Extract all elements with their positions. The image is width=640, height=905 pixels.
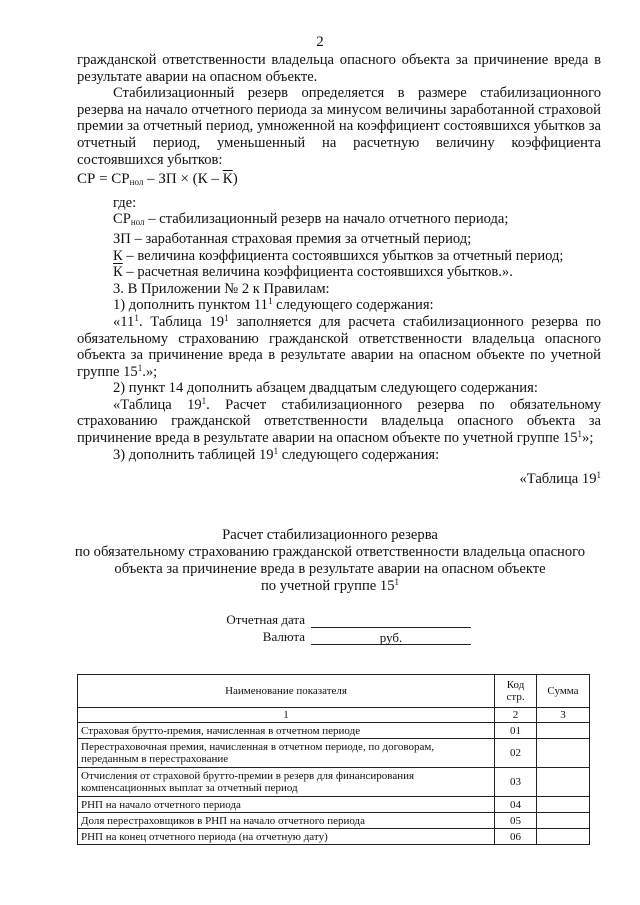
table-row — [78, 829, 590, 845]
definition-1 — [77, 211, 601, 231]
row-sum[interactable] — [537, 797, 590, 813]
table-row — [78, 768, 590, 797]
table-title-line-4-sup: 1 — [394, 577, 400, 587]
table-title-line-1: Расчет стабилизационного резерва — [222, 527, 438, 543]
quote-1-text-a: «11 — [113, 313, 135, 330]
definition-4-symbol: К — [113, 264, 123, 281]
table-title-line-2: по обязательному страхованию гражданской ответственности владельца опасного — [74, 544, 586, 560]
column-number-1: 1 — [78, 708, 495, 723]
subitem-1-text-b: следующего содержания: — [272, 297, 434, 314]
definition-1-symbol: СР — [113, 211, 131, 228]
column-number-3: 3 — [537, 708, 590, 723]
row-sum[interactable] — [537, 723, 590, 739]
page-number: 2 — [316, 34, 324, 50]
formula-subscript: нол — [129, 177, 144, 188]
subitem-2: 2) пункт 14 дополнить абзацем двадцатым следующего содержания: — [113, 380, 538, 397]
column-number-2: 2 — [495, 708, 537, 723]
row-sum[interactable] — [537, 739, 590, 768]
subitem-1-text-a: 1) дополнить пунктом 11 — [113, 297, 268, 314]
subitem-1 — [77, 297, 601, 314]
definition-4-text: – расчетная величина коэффициента состоявшихся убытков.». — [122, 264, 513, 281]
row-code: 03 — [495, 768, 537, 797]
row-name: Перестраховочная премия, начисленная в отчетном периоде, по договорам, переданным в перестрахование — [78, 739, 495, 768]
formula-part-a: СР = СР — [77, 171, 130, 188]
quote-1-text-b: . Таблица 19 — [138, 313, 225, 330]
quote-2-text-c: »; — [582, 430, 594, 447]
data-table — [77, 674, 590, 845]
report-date-row — [210, 611, 471, 628]
row-sum[interactable] — [537, 768, 590, 797]
definition-4 — [77, 264, 601, 281]
currency-field[interactable]: руб. — [311, 630, 471, 645]
subitem-3 — [77, 447, 601, 464]
table-row — [78, 739, 590, 768]
currency-label: Валюта — [262, 629, 305, 644]
report-meta — [210, 611, 471, 645]
subitem-3-sup: 1 — [273, 445, 279, 456]
row-code: 01 — [495, 723, 537, 739]
table-row — [78, 723, 590, 739]
row-code: 06 — [495, 829, 537, 845]
report-date-label: Отчетная дата — [226, 612, 305, 627]
quote-1-sup-2: 1 — [224, 312, 229, 323]
subitem-1-sup: 1 — [267, 296, 273, 307]
definition-1-subscript: нол — [130, 217, 145, 228]
quote-1-sup-1: 1 — [134, 312, 139, 323]
report-date-field[interactable] — [311, 613, 471, 628]
quote-2 — [77, 397, 601, 447]
table-title-line-4-text: по учетной группе 15 — [260, 578, 395, 594]
paragraph-continuation: гражданской ответственности владельца опасного объекта за причинение вреда в результате аварии на опасном объекте. — [77, 52, 601, 85]
where-label: где: — [113, 194, 137, 211]
table-row — [78, 813, 590, 829]
subitem-3-text-a: 3) дополнить таблицей 19 — [113, 446, 274, 463]
quote-1-text-d: .»; — [142, 363, 158, 380]
row-name: Страховая брутто-премия, начисленная в отчетном периоде — [78, 723, 495, 739]
header-name: Наименование показателя — [78, 675, 495, 708]
formula-part-b: – ЗП × (К – — [143, 171, 223, 188]
table-reference-text: «Таблица 19 — [519, 471, 597, 488]
paragraph-stabilization-reserve: Стабилизационный резерв определяется в размере стабилизационного резерва на начало отчетного периода за минусом величины заработанной страховой премии за отчетный период, умноженной на коэффициент состоявшихся убытков за отчетный период, уменьшенный на расчетную величину коэффициента состоявшихся убытков: — [77, 85, 601, 168]
table-title-line-3: объекта за причинение вреда в результате аварии на опасном объекте — [114, 561, 546, 577]
quote-1 — [77, 314, 601, 380]
subitem-3-text-b: следующего содержания: — [278, 446, 440, 463]
item-3: 3. В Приложении № 2 к Правилам: — [113, 280, 330, 297]
quote-2-text-a: «Таблица 19 — [113, 396, 202, 413]
definition-2: ЗП – заработанная страховая премия за отчетный период; — [113, 230, 472, 247]
row-code: 05 — [495, 813, 537, 829]
currency-row — [210, 628, 471, 645]
formula-k-bar: К — [222, 171, 233, 188]
row-name: Доля перестраховщиков в РНП на начало отчетного периода — [78, 813, 495, 829]
row-sum[interactable] — [537, 813, 590, 829]
quote-1-sup-3: 1 — [137, 362, 143, 373]
table-title-line-4 — [60, 578, 600, 595]
table-header-row — [78, 675, 590, 708]
column-number-row — [78, 708, 590, 723]
quote-2-sup-1: 1 — [201, 395, 207, 406]
header-sum: Сумма — [537, 675, 590, 708]
table-reference-sup: 1 — [596, 470, 601, 481]
quote-1-text-c: заполняется для расчета стабилизационного резерва по обязательному страхованию гражданской ответственности владельца опасного объекта за причинение вреда в результате аварии на опасном объекте по учетной группе 15 — [77, 313, 601, 380]
definition-1-text: – стабилизационный резерв на начало отчетного периода; — [144, 211, 509, 228]
definition-3: К – величина коэффициента состоявшихся убытков за отчетный период; — [113, 247, 564, 264]
row-name: Отчисления от страховой брутто-премии в резерв для финансирования компенсационных выплат за отчетный период — [78, 768, 495, 797]
header-code: Код стр. — [495, 675, 537, 708]
table-title — [60, 527, 600, 595]
quote-2-sup-2: 1 — [577, 429, 583, 440]
row-name: РНП на конец отчетного периода (на отчетную дату) — [78, 829, 495, 845]
quote-2-text-b: . Расчет стабилизационного резерва по обязательному страхованию гражданской ответственности владельца опасного объекта за причинение вреда в результате аварии на опасном объекте по учетной группе 15 — [77, 396, 602, 447]
row-code: 04 — [495, 797, 537, 813]
formula — [77, 171, 601, 191]
row-code: 02 — [495, 739, 537, 768]
table-reference — [77, 471, 601, 488]
formula-part-c: ) — [232, 171, 238, 188]
document-body — [77, 52, 601, 488]
row-name: РНП на начало отчетного периода — [78, 797, 495, 813]
row-sum[interactable] — [537, 829, 590, 845]
table-row — [78, 797, 590, 813]
